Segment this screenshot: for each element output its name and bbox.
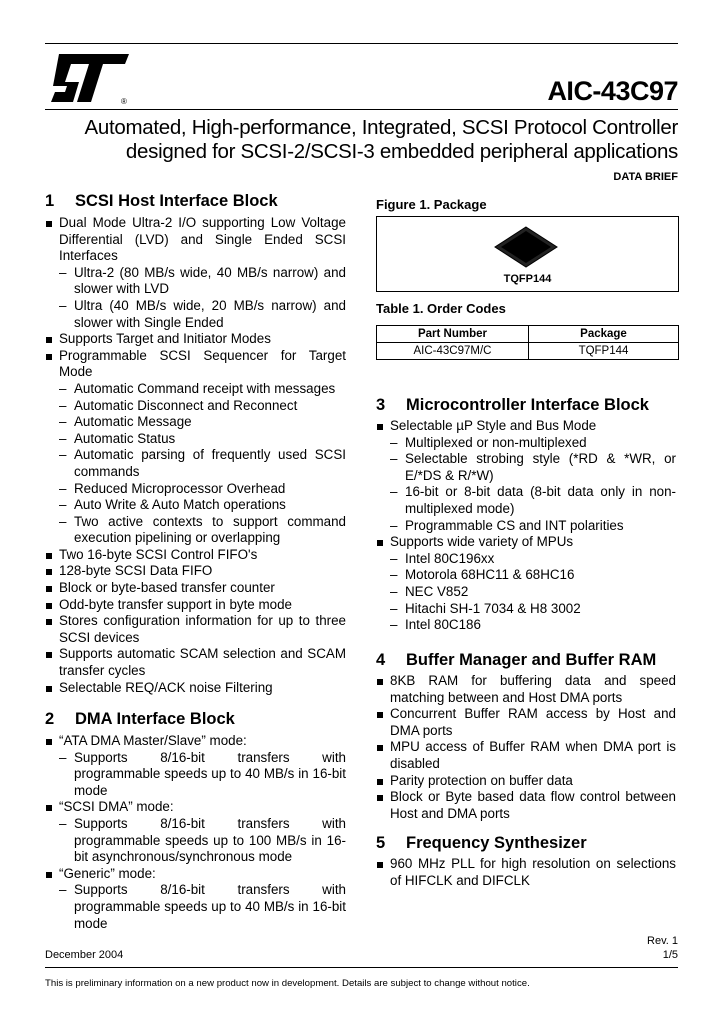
package-label: TQFP144 <box>503 273 552 285</box>
table-cell: AIC-43C97M/C <box>377 343 529 360</box>
title-rule <box>45 109 678 110</box>
list-item: – Automatic Disconnect and Reconnect <box>45 398 346 415</box>
subtitle-line1: Automated, High-performance, Integrated, SCSI Protocol Controller <box>84 116 678 139</box>
section-title: Microcontroller Interface Block <box>406 396 649 414</box>
order-codes-table <box>376 325 679 360</box>
list-item: – Supports 8/16-bit transfers with programmable speeds up to 40 MB/s in 16-bit mode <box>45 882 346 932</box>
list-item: – NEC V852 <box>376 584 676 601</box>
doc-type: DATA BRIEF <box>613 171 678 183</box>
list-item: – Selectable strobing style (*RD & *WR, or E/*DS & R/*W) <box>376 451 676 484</box>
list-item: – Supports 8/16-bit transfers with programmable speeds up to 40 MB/s in 16-bit mode <box>45 750 346 800</box>
figure-1-title: Figure 1. Package <box>376 197 487 212</box>
list-item: 8KB RAM for buffering data and speed matching between and Host DMA ports <box>376 673 676 706</box>
list-item: Selectable REQ/ACK noise Filtering <box>45 680 346 697</box>
table-header-row <box>377 326 679 343</box>
list-item: – Automatic parsing of frequently used SCSI commands <box>45 447 346 480</box>
list-item: Supports wide variety of MPUs <box>376 534 676 551</box>
section-number: 5 <box>376 834 386 852</box>
section-title: SCSI Host Interface Block <box>75 192 278 210</box>
section-1-heading <box>45 192 278 211</box>
section-number: 2 <box>45 710 55 728</box>
st-logo-icon <box>45 52 135 107</box>
list-item: – Hitachi SH-1 7034 & H8 3002 <box>376 601 676 618</box>
section-title: Buffer Manager and Buffer RAM <box>406 651 657 669</box>
list-item: “ATA DMA Master/Slave” mode: <box>45 733 346 750</box>
footer-date: December 2004 <box>45 949 124 961</box>
product-title: AIC-43C97 <box>547 76 678 106</box>
list-item: – Ultra (40 MB/s wide, 20 MB/s narrow) and slower with Single Ended <box>45 298 346 331</box>
list-item: 960 MHz PLL for high resolution on selections of HIFCLK and DIFCLK <box>376 856 676 889</box>
section-5-list <box>376 856 676 889</box>
section-5-heading <box>376 834 587 853</box>
st-logo <box>45 52 135 107</box>
list-item: – Automatic Status <box>45 431 346 448</box>
list-item: Programmable SCSI Sequencer for Target Mode <box>45 348 346 381</box>
list-item: Parity protection on buffer data <box>376 773 676 790</box>
list-item: – Automatic Message <box>45 414 346 431</box>
list-item: Two 16-byte SCSI Control FIFO's <box>45 547 346 564</box>
column-header: Package <box>529 326 679 343</box>
subtitle-line2: designed for SCSI-2/SCSI-3 embedded peripheral applications <box>125 140 678 163</box>
section-2-list <box>45 733 346 932</box>
list-item: – Intel 80C196xx <box>376 551 676 568</box>
section-title: DMA Interface Block <box>75 710 235 728</box>
list-item: Block or Byte based data flow control between Host and DMA ports <box>376 789 676 822</box>
column-header: Part Number <box>377 326 529 343</box>
list-item: – 16-bit or 8-bit data (8-bit data only in non-multiplexed mode) <box>376 484 676 517</box>
footer-disclaimer: This is preliminary information on a new product now in development. Details are subject to change without notice. <box>45 978 530 989</box>
list-item: Block or byte-based transfer counter <box>45 580 346 597</box>
section-4-heading <box>376 651 656 670</box>
top-rule <box>45 43 678 44</box>
list-item: “SCSI DMA” mode: <box>45 799 346 816</box>
list-item: MPU access of Buffer RAM when DMA port is disabled <box>376 739 676 772</box>
section-number: 3 <box>376 396 386 414</box>
list-item: – Two active contexts to support command execution pipelining or overlapping <box>45 514 346 547</box>
section-number: 1 <box>45 192 55 210</box>
section-4-list <box>376 673 676 822</box>
section-title: Frequency Synthesizer <box>406 834 587 852</box>
section-number: 4 <box>376 651 386 669</box>
section-1-list <box>45 215 346 696</box>
footer-rule <box>45 967 678 968</box>
list-item: Supports Target and Initiator Modes <box>45 331 346 348</box>
section-3-heading <box>376 396 649 415</box>
section-2-heading <box>45 710 235 729</box>
list-item: Concurrent Buffer RAM access by Host and DMA ports <box>376 706 676 739</box>
list-item: Supports automatic SCAM selection and SCAM transfer cycles <box>45 646 346 679</box>
figure-1-box <box>376 216 679 292</box>
list-item: 128-byte SCSI Data FIFO <box>45 563 346 580</box>
section-3-list <box>376 418 676 634</box>
table-cell: TQFP144 <box>529 343 679 360</box>
list-item: Dual Mode Ultra-2 I/O supporting Low Voltage Differential (LVD) and Single Ended SCSI Interfaces <box>45 215 346 265</box>
list-item: Stores configuration information for up to three SCSI devices <box>45 613 346 646</box>
list-item: Odd-byte transfer support in byte mode <box>45 597 346 614</box>
list-item: – Supports 8/16-bit transfers with programmable speeds up to 100 MB/s in 16-bit asynchronous/synchronous mode <box>45 816 346 866</box>
list-item: – Programmable CS and INT polarities <box>376 518 676 535</box>
tqfp-package-icon <box>491 225 561 269</box>
footer-rev: Rev. 1 <box>647 935 678 947</box>
table-row <box>377 343 679 360</box>
list-item: “Generic” mode: <box>45 866 346 883</box>
list-item: – Intel 80C186 <box>376 617 676 634</box>
footer-page: 1/5 <box>662 949 678 961</box>
list-item: – Reduced Microprocessor Overhead <box>45 481 346 498</box>
table-1-title: Table 1. Order Codes <box>376 301 506 316</box>
list-item: – Ultra-2 (80 MB/s wide, 40 MB/s narrow) and slower with LVD <box>45 265 346 298</box>
registered-mark: ® <box>121 97 127 106</box>
list-item: – Auto Write & Auto Match operations <box>45 497 346 514</box>
list-item: Selectable µP Style and Bus Mode <box>376 418 676 435</box>
list-item: – Motorola 68HC11 & 68HC16 <box>376 567 676 584</box>
list-item: – Multiplexed or non-multiplexed <box>376 435 676 452</box>
list-item: – Automatic Command receipt with messages <box>45 381 346 398</box>
